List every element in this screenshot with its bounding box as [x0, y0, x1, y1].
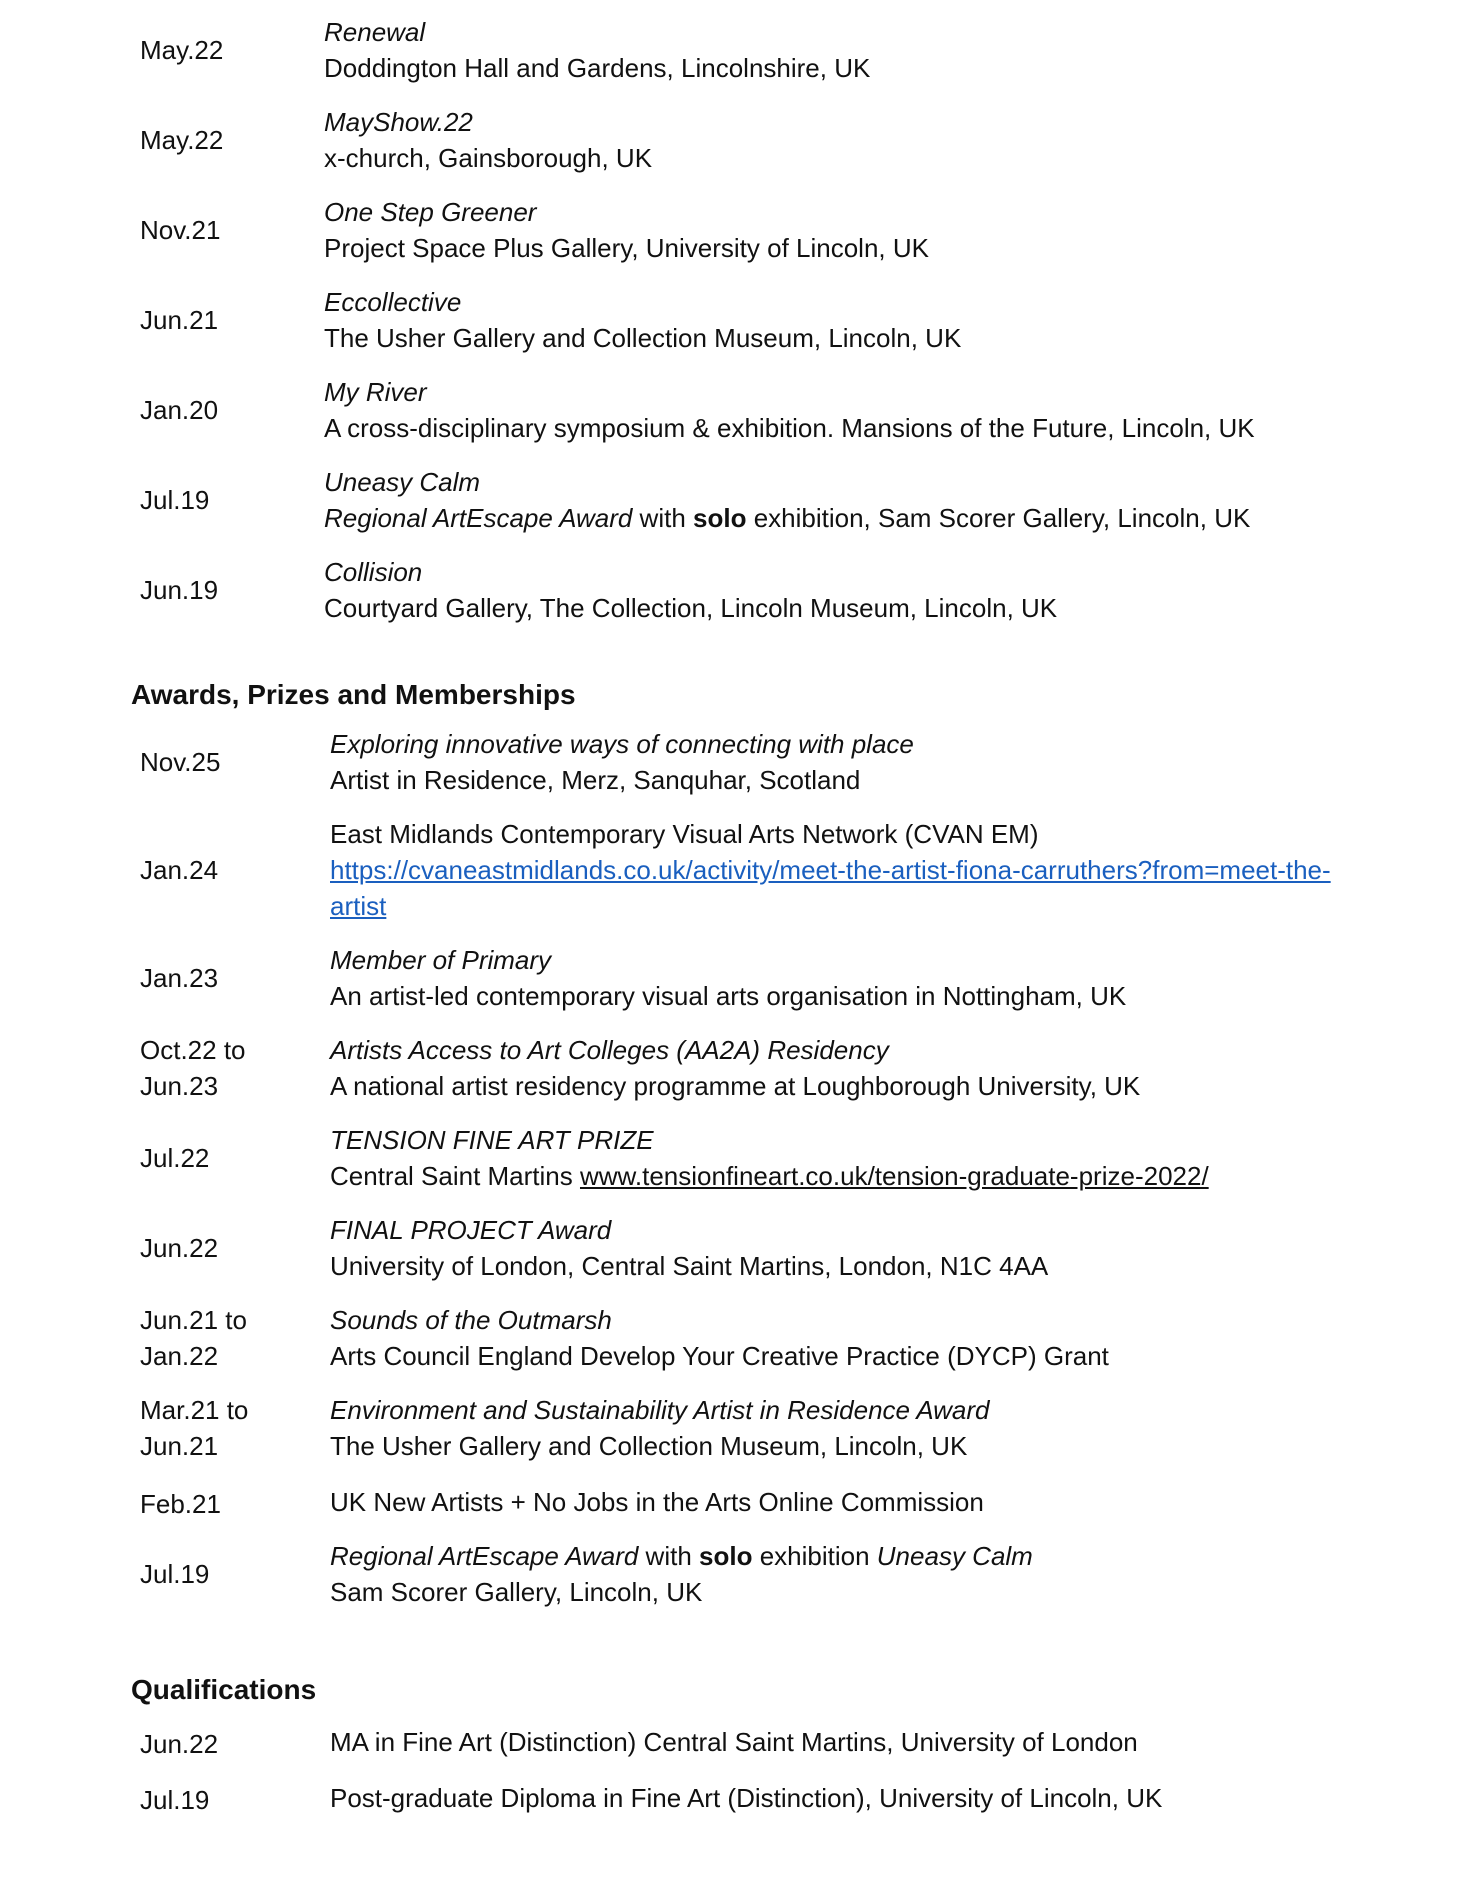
entry-content [324, 464, 1250, 536]
cvan-link-text[interactable]: https://cvaneastmidlands.co.uk/activity/meet-the-artist-fiona-carruthers?from=meet-the- [330, 855, 1331, 885]
entry-date: Jul.19 [140, 485, 210, 515]
date-start: Mar.21 to [140, 1395, 249, 1425]
exhibition-venue: x-church, Gainsborough, UK [324, 143, 653, 173]
connector-text: with [632, 503, 694, 533]
award-detail: University of London, Central Saint Martins, London, N1C 4AA [330, 1251, 1049, 1281]
award-detail: Arts Council England Develop Your Creative Practice (DYCP) Grant [330, 1341, 1109, 1371]
exhibition-venue: The Usher Gallery and Collection Museum, Lincoln, UK [324, 323, 962, 353]
exhibition-venue [324, 500, 1250, 536]
entry-date: Jun.22 [140, 1729, 219, 1759]
exhibition-venue: Doddington Hall and Gardens, Lincolnshire, UK [324, 53, 871, 83]
entry-date: Jan.24 [140, 855, 219, 885]
date-end: Jan.22 [140, 1341, 219, 1371]
entry-date: Jan.20 [140, 395, 219, 425]
entry-content [330, 1392, 989, 1464]
section-heading-qualifications: Qualifications [131, 1674, 317, 1705]
exhibition-title: My River [324, 377, 427, 407]
award-title: FINAL PROJECT Award [330, 1215, 612, 1245]
award-name: Regional ArtEscape Award [330, 1541, 639, 1571]
exhibition-venue: Project Space Plus Gallery, University of Lincoln, UK [324, 233, 929, 263]
entry-content [324, 554, 1057, 626]
entry-content [330, 726, 914, 798]
award-title: Exploring innovative ways of connecting with place [330, 729, 914, 759]
entry-content [330, 942, 1126, 1014]
entry-content [330, 1484, 984, 1520]
award-title: TENSION FINE ART PRIZE [330, 1125, 654, 1155]
date-end: Jun.23 [140, 1071, 219, 1101]
entry-date: Jun.22 [140, 1233, 219, 1263]
award-detail [330, 1158, 1209, 1194]
entry-date [140, 1032, 246, 1104]
award-title: Artists Access to Art Colleges (AA2A) Residency [330, 1035, 889, 1065]
solo-emphasis: solo [693, 503, 747, 533]
award-detail: Sam Scorer Gallery, Lincoln, UK [330, 1577, 703, 1607]
exhibition-title: Renewal [324, 17, 426, 47]
award-detail: A national artist residency programme at Loughborough University, UK [330, 1071, 1141, 1101]
entry-content [330, 1302, 1109, 1374]
entry-content [324, 14, 870, 86]
entry-content [324, 374, 1255, 446]
entry-date: May.22 [140, 125, 224, 155]
exhibition-title: MayShow.22 [324, 107, 473, 137]
exhibition-title: Collision [324, 557, 423, 587]
entry-content [330, 1780, 1162, 1816]
entry-content [330, 1724, 1138, 1760]
entry-date: Nov.21 [140, 215, 221, 245]
award-link-continued[interactable] [330, 888, 1331, 924]
tension-prize-link[interactable]: www.tensionfineart.co.uk/tension-graduate-prize-2022/ [579, 1161, 1209, 1191]
entry-content [330, 1212, 1048, 1284]
exhibition-title: Eccollective [324, 287, 462, 317]
entry-content [324, 104, 652, 176]
award-link[interactable] [330, 852, 1331, 888]
entry-content [330, 816, 1331, 924]
award-title: Member of Primary [330, 945, 552, 975]
section-heading-awards: Awards, Prizes and Memberships [131, 679, 576, 710]
solo-emphasis: solo [699, 1541, 753, 1571]
date-start: Oct.22 to [140, 1035, 246, 1065]
entry-date: Nov.25 [140, 747, 221, 777]
entry-date: Jul.19 [140, 1785, 210, 1815]
award-detail: Artist in Residence, Merz, Sanquhar, Scotland [330, 765, 861, 795]
entry-date: Jun.19 [140, 575, 219, 605]
award-detail: East Midlands Contemporary Visual Arts Network (CVAN EM) [330, 819, 1039, 849]
award-title [330, 1538, 1033, 1574]
venue-text: exhibition, Sam Scorer Gallery, Lincoln, UK [746, 503, 1251, 533]
exhibition-venue: Courtyard Gallery, The Collection, Lincoln Museum, Lincoln, UK [324, 593, 1058, 623]
entry-date: Jul.22 [140, 1143, 210, 1173]
award-title: Environment and Sustainability Artist in Residence Award [330, 1395, 990, 1425]
entry-date: Jan.23 [140, 963, 219, 993]
entry-content [324, 194, 929, 266]
entry-date: Jun.21 [140, 305, 219, 335]
connector-text: exhibition [752, 1541, 877, 1571]
qualification-detail: MA in Fine Art (Distinction) Central Saint Martins, University of London [330, 1727, 1138, 1757]
cvan-link-text-continued[interactable]: artist [330, 891, 387, 921]
award-detail-text: Central Saint Martins [330, 1161, 580, 1191]
entry-date: Feb.21 [140, 1489, 221, 1519]
entry-date: May.22 [140, 35, 224, 65]
connector-text: with [638, 1541, 700, 1571]
entry-content [330, 1122, 1209, 1194]
entry-content [330, 1032, 1140, 1104]
qualification-detail: Post-graduate Diploma in Fine Art (Distinction), University of Lincoln, UK [330, 1783, 1163, 1813]
entry-content [330, 1538, 1033, 1610]
exhibition-title: Uneasy Calm [324, 467, 481, 497]
date-start: Jun.21 to [140, 1305, 247, 1335]
exhibition-title: One Step Greener [324, 197, 537, 227]
award-detail: UK New Artists + No Jobs in the Arts Online Commission [330, 1487, 984, 1517]
award-detail: An artist-led contemporary visual arts organisation in Nottingham, UK [330, 981, 1127, 1011]
entry-content [324, 284, 961, 356]
award-title: Sounds of the Outmarsh [330, 1305, 612, 1335]
award-name: Regional ArtEscape Award [324, 503, 633, 533]
entry-date: Jul.19 [140, 1559, 210, 1589]
exhibition-venue: A cross-disciplinary symposium & exhibition. Mansions of the Future, Lincoln, UK [324, 413, 1255, 443]
date-end: Jun.21 [140, 1431, 219, 1461]
entry-date [140, 1302, 247, 1374]
award-detail: The Usher Gallery and Collection Museum, Lincoln, UK [330, 1431, 968, 1461]
exhibition-name: Uneasy Calm [876, 1541, 1033, 1571]
entry-date [140, 1392, 248, 1464]
